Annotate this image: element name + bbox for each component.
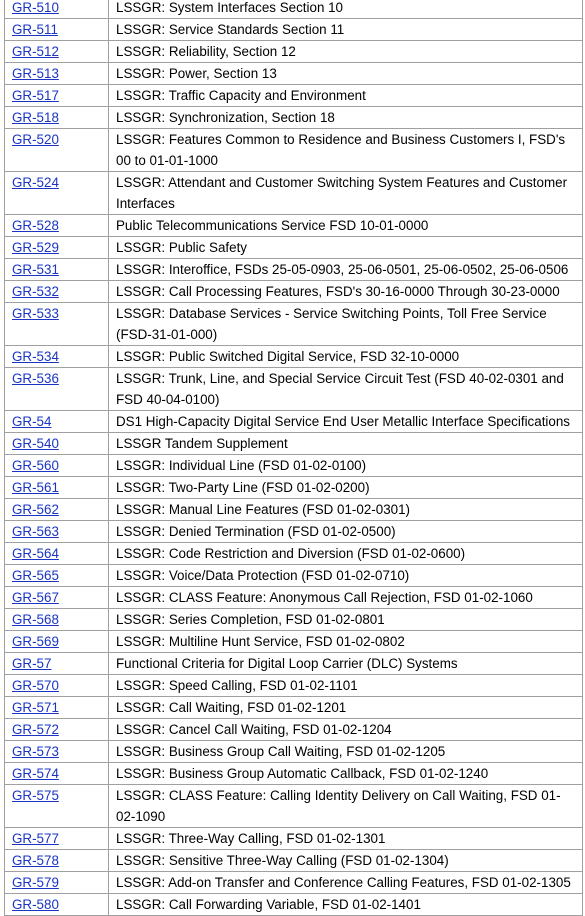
code-cell — [5, 828, 109, 850]
table-row — [5, 411, 583, 433]
code-cell — [5, 41, 109, 63]
document-code-link[interactable]: GR-578 — [12, 853, 59, 868]
document-title-cell: LSSGR Tandem Supplement — [109, 433, 583, 455]
document-title-cell: LSSGR: System Interfaces Section 10 — [109, 0, 583, 19]
document-title-cell: Functional Criteria for Digital Loop Carrier (DLC) Systems — [109, 653, 583, 675]
code-cell — [5, 411, 109, 433]
table-row — [5, 281, 583, 303]
document-code-link[interactable]: GR-512 — [12, 44, 59, 59]
document-code-link[interactable]: GR-570 — [12, 678, 59, 693]
code-cell — [5, 872, 109, 894]
document-title-cell: LSSGR: Series Completion, FSD 01-02-0801 — [109, 609, 583, 631]
document-title-cell: LSSGR: Manual Line Features (FSD 01-02-0301) — [109, 499, 583, 521]
code-cell — [5, 63, 109, 85]
table-row — [5, 521, 583, 543]
document-title-cell: LSSGR: Denied Termination (FSD 01-02-0500) — [109, 521, 583, 543]
document-code-link[interactable]: GR-517 — [12, 88, 59, 103]
table-row — [5, 19, 583, 41]
document-code-link[interactable]: GR-540 — [12, 436, 59, 451]
table-row — [5, 631, 583, 653]
table-row — [5, 368, 583, 411]
document-title-cell: LSSGR: Trunk, Line, and Special Service Circuit Test (FSD 40-02-0301 and FSD 40-04-0100) — [109, 368, 583, 411]
code-cell — [5, 237, 109, 259]
table-row — [5, 107, 583, 129]
code-cell — [5, 850, 109, 872]
document-title-cell: LSSGR: Three-Way Calling, FSD 01-02-1301 — [109, 828, 583, 850]
document-code-link[interactable]: GR-534 — [12, 349, 59, 364]
document-code-link[interactable]: GR-560 — [12, 458, 59, 473]
table-row — [5, 828, 583, 850]
document-code-link[interactable]: GR-513 — [12, 66, 59, 81]
code-cell — [5, 697, 109, 719]
document-title-cell: LSSGR: Business Group Call Waiting, FSD 01-02-1205 — [109, 741, 583, 763]
document-title-cell: LSSGR: CLASS Feature: Anonymous Call Rejection, FSD 01-02-1060 — [109, 587, 583, 609]
table-row — [5, 741, 583, 763]
document-code-link[interactable]: GR-579 — [12, 875, 59, 890]
document-title-cell: DS1 High-Capacity Digital Service End User Metallic Interface Specifications — [109, 411, 583, 433]
table-row — [5, 433, 583, 455]
document-title-cell: LSSGR: Attendant and Customer Switching System Features and Customer Interfaces — [109, 172, 583, 215]
document-title-cell: LSSGR: Add-on Transfer and Conference Calling Features, FSD 01-02-1305 — [109, 872, 583, 894]
document-code-link[interactable]: GR-518 — [12, 110, 59, 125]
document-code-link[interactable]: GR-532 — [12, 284, 59, 299]
document-title-cell: LSSGR: Sensitive Three-Way Calling (FSD 01-02-1304) — [109, 850, 583, 872]
document-title-cell: LSSGR: Call Processing Features, FSD's 30-16-0000 Through 30-23-0000 — [109, 281, 583, 303]
document-table — [4, 0, 583, 916]
table-row — [5, 346, 583, 368]
code-cell — [5, 368, 109, 411]
document-code-link[interactable]: GR-563 — [12, 524, 59, 539]
table-row — [5, 609, 583, 631]
table-row — [5, 587, 583, 609]
code-cell — [5, 281, 109, 303]
document-code-link[interactable]: GR-536 — [12, 371, 59, 386]
table-row — [5, 237, 583, 259]
document-code-link[interactable]: GR-575 — [12, 788, 59, 803]
table-row — [5, 894, 583, 916]
code-cell — [5, 215, 109, 237]
document-code-link[interactable]: GR-565 — [12, 568, 59, 583]
table-row — [5, 303, 583, 346]
code-cell — [5, 477, 109, 499]
document-title-cell: LSSGR: Public Safety — [109, 237, 583, 259]
code-cell — [5, 433, 109, 455]
document-code-link[interactable]: GR-520 — [12, 132, 59, 147]
document-title-cell: LSSGR: Voice/Data Protection (FSD 01-02-0710) — [109, 565, 583, 587]
code-cell — [5, 85, 109, 107]
document-code-link[interactable]: GR-571 — [12, 700, 59, 715]
document-code-link[interactable]: GR-574 — [12, 766, 59, 781]
table-body — [5, 0, 583, 916]
document-title-cell: LSSGR: Service Standards Section 11 — [109, 19, 583, 41]
table-row — [5, 477, 583, 499]
document-title-cell: LSSGR: Power, Section 13 — [109, 63, 583, 85]
document-title-cell: LSSGR: Multiline Hunt Service, FSD 01-02-0802 — [109, 631, 583, 653]
document-title-cell: LSSGR: Synchronization, Section 18 — [109, 107, 583, 129]
code-cell — [5, 303, 109, 346]
table-row — [5, 499, 583, 521]
code-cell — [5, 521, 109, 543]
document-code-link[interactable]: GR-568 — [12, 612, 59, 627]
table-row — [5, 172, 583, 215]
table-row — [5, 850, 583, 872]
document-title-cell: LSSGR: Public Switched Digital Service, FSD 32-10-0000 — [109, 346, 583, 368]
code-cell — [5, 499, 109, 521]
document-title-cell: LSSGR: Cancel Call Waiting, FSD 01-02-1204 — [109, 719, 583, 741]
table-row — [5, 63, 583, 85]
document-title-cell: LSSGR: Interoffice, FSDs 25-05-0903, 25-06-0501, 25-06-0502, 25-06-0506 — [109, 259, 583, 281]
code-cell — [5, 785, 109, 828]
document-title-cell: LSSGR: CLASS Feature: Calling Identity Delivery on Call Waiting, FSD 01-02-1090 — [109, 785, 583, 828]
code-cell — [5, 455, 109, 477]
table-row — [5, 763, 583, 785]
code-cell — [5, 172, 109, 215]
document-code-link[interactable]: GR-577 — [12, 831, 59, 846]
document-title-cell: LSSGR: Features Common to Residence and Business Customers I, FSD's 00 to 01-01-1000 — [109, 129, 583, 172]
document-code-link[interactable]: GR-57 — [12, 656, 52, 671]
table-row — [5, 129, 583, 172]
document-code-link[interactable]: GR-54 — [12, 414, 52, 429]
code-cell — [5, 587, 109, 609]
document-title-cell: LSSGR: Speed Calling, FSD 01-02-1101 — [109, 675, 583, 697]
table-row — [5, 41, 583, 63]
document-code-link[interactable]: GR-572 — [12, 722, 59, 737]
document-code-link[interactable]: GR-573 — [12, 744, 59, 759]
code-cell — [5, 543, 109, 565]
code-cell — [5, 346, 109, 368]
code-cell — [5, 609, 109, 631]
code-cell — [5, 129, 109, 172]
code-cell — [5, 631, 109, 653]
document-code-link[interactable]: GR-528 — [12, 218, 59, 233]
document-title-cell: LSSGR: Business Group Automatic Callback, FSD 01-02-1240 — [109, 763, 583, 785]
document-title-cell: LSSGR: Code Restriction and Diversion (FSD 01-02-0600) — [109, 543, 583, 565]
document-code-link[interactable]: GR-533 — [12, 306, 59, 321]
code-cell — [5, 894, 109, 916]
table-row — [5, 215, 583, 237]
code-cell — [5, 259, 109, 281]
code-cell — [5, 763, 109, 785]
code-cell — [5, 675, 109, 697]
document-code-link[interactable]: GR-510 — [12, 0, 59, 15]
document-code-link[interactable]: GR-524 — [12, 175, 59, 190]
table-row — [5, 543, 583, 565]
table-row — [5, 675, 583, 697]
table-row — [5, 85, 583, 107]
table-row — [5, 719, 583, 741]
table-row — [5, 0, 583, 19]
document-code-link[interactable]: GR-564 — [12, 546, 59, 561]
code-cell — [5, 107, 109, 129]
document-code-link[interactable]: GR-562 — [12, 502, 59, 517]
document-title-cell: LSSGR: Traffic Capacity and Environment — [109, 85, 583, 107]
document-code-link[interactable]: GR-511 — [12, 22, 58, 37]
table-row — [5, 455, 583, 477]
table-row — [5, 872, 583, 894]
document-title-cell: LSSGR: Database Services - Service Switching Points, Toll Free Service (FSD-31-01-000) — [109, 303, 583, 346]
document-title-cell: LSSGR: Call Waiting, FSD 01-02-1201 — [109, 697, 583, 719]
table-row — [5, 259, 583, 281]
document-title-cell: LSSGR: Call Forwarding Variable, FSD 01-02-1401 — [109, 894, 583, 916]
document-code-link[interactable]: GR-569 — [12, 634, 59, 649]
code-cell — [5, 565, 109, 587]
table-row — [5, 653, 583, 675]
code-cell — [5, 0, 109, 19]
document-title-cell: LSSGR: Reliability, Section 12 — [109, 41, 583, 63]
document-title-cell: LSSGR: Individual Line (FSD 01-02-0100) — [109, 455, 583, 477]
table-row — [5, 785, 583, 828]
code-cell — [5, 741, 109, 763]
code-cell — [5, 19, 109, 41]
table-row — [5, 697, 583, 719]
document-title-cell: Public Telecommunications Service FSD 10-01-0000 — [109, 215, 583, 237]
document-code-link[interactable]: GR-567 — [12, 590, 59, 605]
document-code-link[interactable]: GR-561 — [12, 480, 59, 495]
table-row — [5, 565, 583, 587]
document-code-link[interactable]: GR-529 — [12, 240, 59, 255]
document-code-link[interactable]: GR-580 — [12, 897, 59, 912]
code-cell — [5, 653, 109, 675]
document-code-link[interactable]: GR-531 — [12, 262, 59, 277]
document-title-cell: LSSGR: Two-Party Line (FSD 01-02-0200) — [109, 477, 583, 499]
code-cell — [5, 719, 109, 741]
